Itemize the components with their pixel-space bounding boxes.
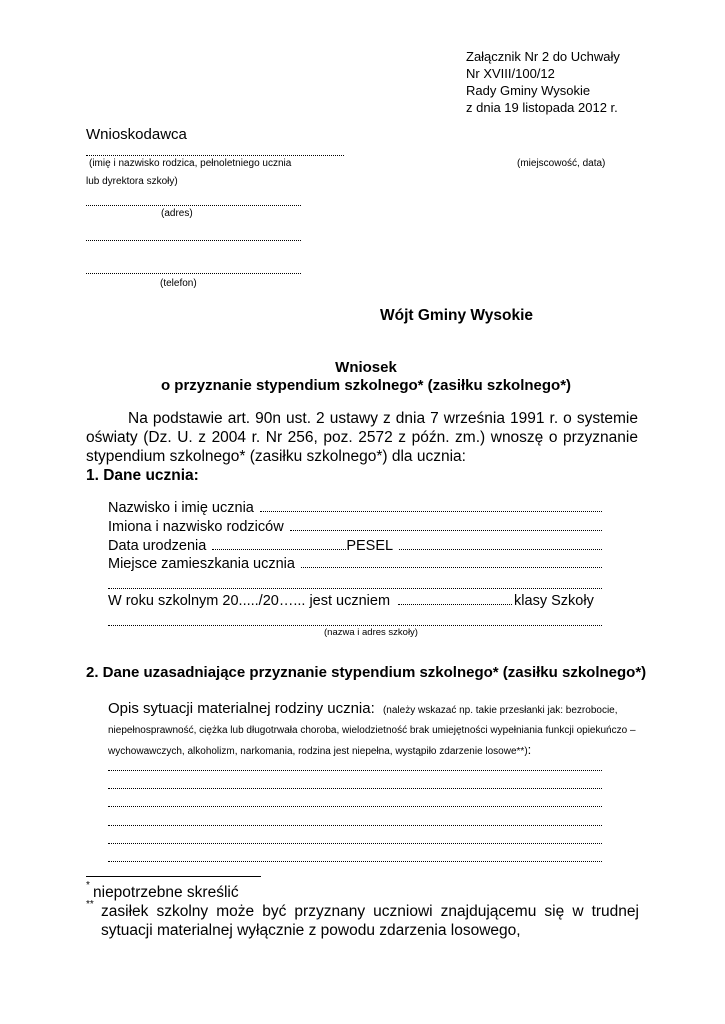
address-line-2[interactable] (86, 240, 301, 241)
footnote-1: niepotrzebne skreślić (93, 884, 239, 901)
pesel-line[interactable] (399, 549, 602, 550)
situation-line-3[interactable] (108, 806, 602, 807)
intro-line-3: stypendium szkolnego* (zasiłku szkolnego*) dla ucznia: (86, 448, 466, 465)
situation-desc-hint-3: wychowawczych, alkoholizm, narkomania, rodzina jest niepełna, wystąpiło zdarzenie losowe**) (108, 746, 528, 757)
residence-line-2[interactable] (108, 588, 602, 589)
school-line[interactable] (108, 625, 602, 626)
title-line-2: o przyznanie stypendium szkolnego* (zasiłku szkolnego*) (160, 377, 572, 394)
footnote-2-line-2: sytuacji materialnej wyłącznie z powodu zdarzenia losowego, (101, 922, 521, 939)
attachment-line-1: Załącznik Nr 2 do Uchwały (466, 49, 620, 64)
situation-line-1[interactable] (108, 770, 602, 771)
place-date-hint: (miejscowość, data) (517, 158, 606, 169)
footnote-mark-2: ** (86, 899, 94, 910)
situation-desc-row (108, 700, 618, 717)
school-hint: (nazwa i adres szkoły) (324, 627, 418, 638)
attachment-line-4: z dnia 19 listopada 2012 r. (466, 100, 618, 115)
situation-desc-hint-3-row (108, 742, 531, 757)
attachment-line-2: Nr XVIII/100/12 (466, 66, 555, 81)
residence-line[interactable] (301, 567, 602, 568)
residence-label: Miejsce zamieszkania ucznia (108, 556, 295, 572)
situation-desc-label: Opis sytuacji materialnej rodziny ucznia: (108, 700, 375, 717)
school-year-field[interactable] (108, 593, 602, 609)
birth-date-line[interactable] (212, 549, 346, 550)
birth-pesel-field[interactable] (108, 538, 602, 554)
situation-line-5[interactable] (108, 843, 602, 844)
footnote-separator (86, 876, 261, 877)
situation-line-6[interactable] (108, 861, 602, 862)
student-name-line[interactable] (260, 511, 602, 512)
student-name-field[interactable] (108, 500, 602, 516)
phone-hint: (telefon) (160, 278, 197, 289)
section1-heading: 1. Dane ucznia: (86, 467, 199, 484)
situation-line-2[interactable] (108, 788, 602, 789)
situation-line-4[interactable] (108, 825, 602, 826)
intro-line-2: oświaty (Dz. U. z 2004 r. Nr 256, poz. 2572 z późn. zm.) wnoszę o przyznanie (86, 429, 638, 446)
situation-desc-colon: : (527, 742, 532, 757)
address-line[interactable] (86, 205, 301, 206)
residence-field[interactable] (108, 556, 602, 572)
section2-heading: 2. Dane uzasadniające przyznanie stypendium szkolnego* (zasiłku szkolnego*) (86, 664, 647, 681)
class-line[interactable] (398, 604, 512, 605)
student-name-label: Nazwisko i imię ucznia (108, 500, 254, 516)
class-label: klasy Szkoły (514, 593, 594, 609)
phone-line[interactable] (86, 273, 301, 274)
footnote-2-line-1: zasiłek szkolny może być przyznany uczniowi znajdującemu się w trudnej (101, 903, 639, 920)
applicant-label: Wnioskodawca (86, 126, 187, 143)
address-hint: (adres) (161, 208, 193, 219)
parents-label: Imiona i nazwisko rodziców (108, 519, 284, 535)
situation-desc-hint-2: niepełnosprawność, ciężka lub długotrwała choroba, wielodzietność brak umiejętności wypełniania funkcji opiekuńczo – (108, 725, 636, 736)
title-line-1: Wniosek (335, 359, 397, 376)
situation-desc-hint-1: (należy wskazać np. takie przesłanki jak: bezrobocie, (382, 705, 618, 716)
intro-line-1: Na podstawie art. 90n ust. 2 ustawy z dnia 7 września 1991 r. o systemie (128, 410, 638, 427)
applicant-name-line[interactable] (86, 155, 344, 156)
footnote-mark-1: * (86, 880, 90, 891)
addressee: Wójt Gminy Wysokie (380, 307, 534, 324)
applicant-name-hint: (imię i nazwisko rodzica, pełnoletniego ucznia (89, 158, 292, 169)
birth-date-label: Data urodzenia (108, 538, 207, 554)
pesel-label: PESEL (346, 538, 394, 554)
parents-field[interactable] (108, 519, 602, 535)
attachment-line-3: Rady Gminy Wysokie (466, 83, 591, 98)
parents-line[interactable] (290, 530, 602, 531)
applicant-name-hint-2: lub dyrektora szkoły) (86, 176, 178, 187)
school-year-label: W roku szkolnym 20...../20…... jest uczniem (108, 593, 391, 609)
attachment-header (466, 48, 620, 116)
